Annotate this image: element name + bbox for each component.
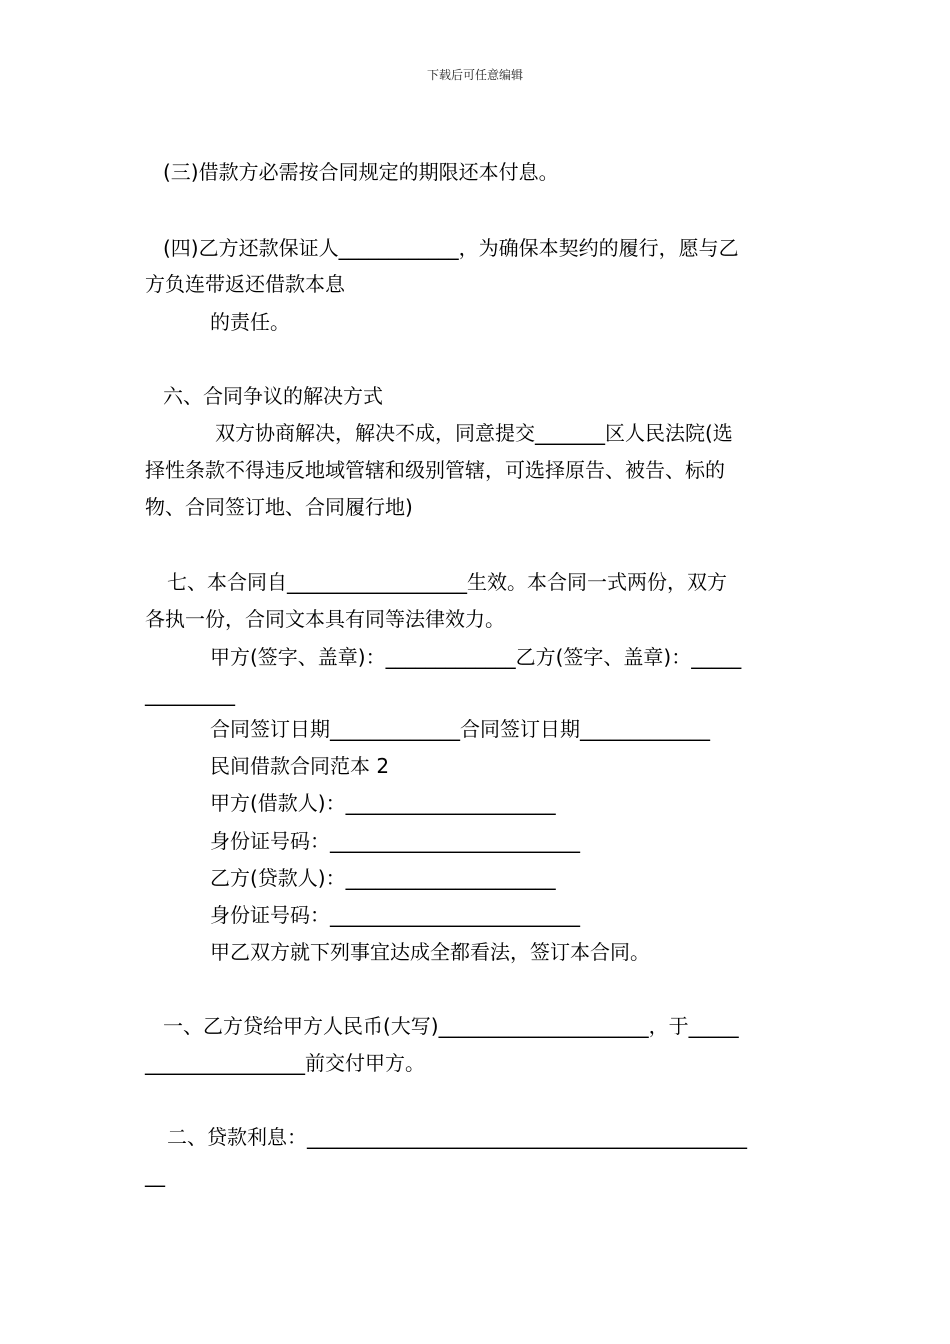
agreement-line: 甲乙双方就下列事宜达成全都看法，签订本合同。 [210,940,650,964]
clause-4-line-1: (四)乙方还款保证人____________，为确保本契约的履行，愿与乙 [163,236,739,260]
loan-clause-line-2: ________________前交付甲方。 [145,1051,425,1075]
interest-clause-line-1: 二、贷款利息：____________________________________________ [167,1125,747,1149]
signature-line-1: 甲方(签字、盖章)：_____________乙方(签字、盖章)：_____ [210,645,742,669]
page-header: 下载后可任意编辑 [426,68,523,82]
section-7-line-2: 各执一份，合同文本具有同等法律效力。 [145,607,505,631]
section-6-line-1: 双方协商解决，解决不成，同意提交_______区人民法院(选 [215,421,733,445]
clause-3-line: (三)借款方必需按合同规定的期限还本付息。 [163,160,559,184]
section-7-line-1: 七、本合同自__________________生效。本合同一式两份，双方 [167,570,727,594]
signature-line-2: _________ [145,682,235,706]
party-a-line: 甲方(借款人)：_____________________ [210,791,556,815]
clause-4-line-3: 的责任。 [210,310,290,334]
section-6-heading: 六、合同争议的解决方式 [163,384,383,408]
party-b-id-line: 身份证号码：_________________________ [210,903,580,927]
loan-clause-line-1: 一、乙方贷给甲方人民币(大写)_____________________，于_____ [163,1014,739,1038]
sign-date-line: 合同签订日期_____________合同签订日期_____________ [210,717,710,741]
section-6-line-2: 择性条款不得违反地域管辖和级别管辖，可选择原告、被告、标的 [145,458,725,482]
party-a-id-line: 身份证号码：_________________________ [210,829,580,853]
contract-title-2: 民间借款合同范本 2 [210,754,390,778]
party-b-line: 乙方(贷款人)：_____________________ [210,866,556,890]
interest-clause-line-2: __ [145,1163,165,1187]
clause-4-line-2: 方负连带返还借款本息 [145,272,345,296]
section-6-line-3: 物、合同签订地、合同履行地) [145,495,413,519]
